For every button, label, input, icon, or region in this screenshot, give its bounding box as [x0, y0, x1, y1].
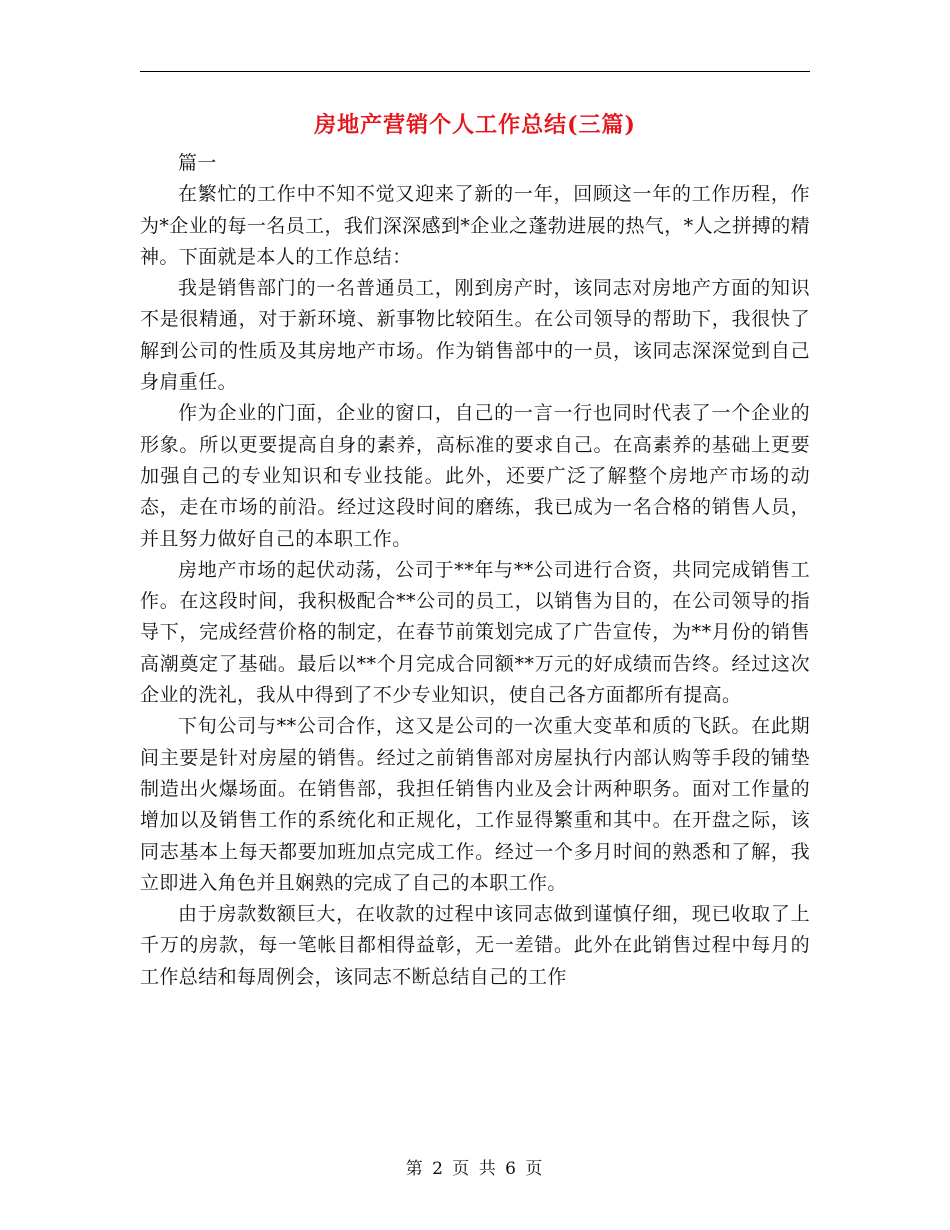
header-rule: [140, 71, 810, 72]
page-number: 第 2 页 共 6 页: [405, 1159, 545, 1179]
section-label: 篇一: [178, 152, 217, 174]
document-title: 房地产营销个人工作总结(三篇): [314, 112, 636, 138]
document-body: [140, 148, 810, 993]
body-paragraph-3: 作为企业的门面，企业的窗口，自己的一言一行也同时代表了一个企业的形象。所以更要提高自身的素养，高标准的要求自己。在高素养的基础上更要加强自己的专业知识和专业技能。此外，还要广泛了解整个房地产市场的动态，走在市场的前沿。经过这段时间的磨练，我已成为一名合格的销售人员，并且努力做好自己的本职工作。: [140, 402, 810, 550]
body-paragraph-5: 下旬公司与**公司合作，这又是公司的一次重大变革和质的飞跃。在此期间主要是针对房屋的销售。经过之前销售部对房屋执行内部认购等手段的铺垫制造出火爆场面。在销售部，我担任销售内业及会计两种职务。面对工作量的增加以及销售工作的系统化和正规化，工作显得繁重和其中。在开盘之际，该同志基本上每天都要加班加点完成工作。经过一个多月时间的熟悉和了解，我立即进入角色并且娴熟的完成了自己的本职工作。: [140, 715, 810, 894]
body-paragraph-1: 在繁忙的工作中不知不觉又迎来了新的一年，回顾这一年的工作历程，作为*企业的每一名员工，我们深深感到*企业之蓬勃进展的热气，*人之拼搏的精神。下面就是本人的工作总结：: [140, 183, 810, 268]
body-paragraph-2: 我是销售部门的一名普通员工，刚到房产时，该同志对房地产方面的知识不是很精通，对于新环境、新事物比较陌生。在公司领导的帮助下，我很快了解到公司的性质及其房地产市场。作为销售部中的一员，该同志深深觉到自己身肩重任。: [140, 277, 810, 394]
body-paragraph-6: 由于房款数额巨大，在收款的过程中该同志做到谨慎仔细，现已收取了上千万的房款，每一笔帐目都相得益彰，无一差错。此外在此销售过程中每月的工作总结和每周例会，该同志不断总结自己的工作: [140, 903, 810, 988]
body-paragraph-4: 房地产市场的起伏动荡，公司于**年与**公司进行合资，共同完成销售工作。在这段时间，我积极配合**公司的员工，以销售为目的，在公司领导的指导下，完成经营价格的制定，在春节前策划完成了广告宣传，为**月份的销售高潮奠定了基础。最后以**个月完成合同额**万元的好成绩而告终。经过这次企业的洗礼，我从中得到了不少专业知识，使自己各方面都所有提高。: [140, 558, 810, 707]
